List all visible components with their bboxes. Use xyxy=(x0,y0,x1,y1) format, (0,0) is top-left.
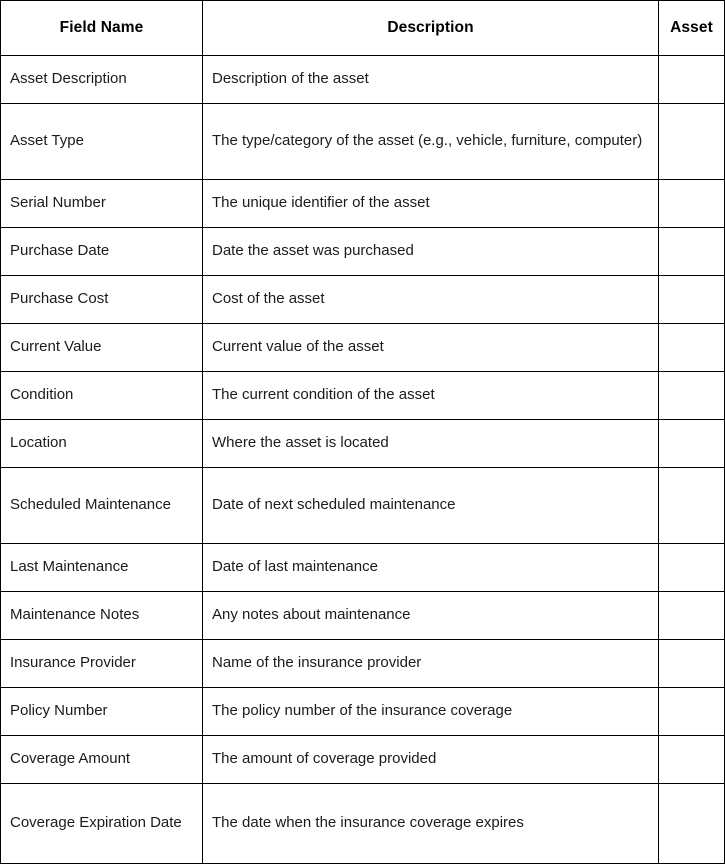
table-row xyxy=(1,104,725,180)
cell-description: Current value of the asset xyxy=(203,324,659,372)
table-row xyxy=(1,276,725,324)
column-header-description: Description xyxy=(203,1,659,56)
column-header-asset: Asset xyxy=(659,1,725,56)
cell-description: The amount of coverage provided xyxy=(203,736,659,784)
cell-description: Name of the insurance provider xyxy=(203,640,659,688)
cell-description: Description of the asset xyxy=(203,56,659,104)
cell-asset xyxy=(659,180,725,228)
cell-asset xyxy=(659,736,725,784)
table-row xyxy=(1,56,725,104)
table-row xyxy=(1,544,725,592)
cell-description: Any notes about maintenance xyxy=(203,592,659,640)
cell-field-name: Coverage Amount xyxy=(1,736,203,784)
cell-description: Cost of the asset xyxy=(203,276,659,324)
cell-asset xyxy=(659,228,725,276)
cell-asset xyxy=(659,592,725,640)
table-body xyxy=(1,56,725,864)
cell-field-name: Asset Type xyxy=(1,104,203,180)
cell-asset xyxy=(659,468,725,544)
cell-field-name: Purchase Cost xyxy=(1,276,203,324)
table-row xyxy=(1,468,725,544)
table-row xyxy=(1,640,725,688)
cell-asset xyxy=(659,56,725,104)
cell-field-name: Scheduled Maintenance xyxy=(1,468,203,544)
cell-field-name: Condition xyxy=(1,372,203,420)
cell-field-name: Purchase Date xyxy=(1,228,203,276)
cell-description: Where the asset is located xyxy=(203,420,659,468)
cell-field-name: Policy Number xyxy=(1,688,203,736)
cell-asset xyxy=(659,276,725,324)
column-header-field-name: Field Name xyxy=(1,1,203,56)
cell-asset xyxy=(659,544,725,592)
table-row xyxy=(1,324,725,372)
cell-description: Date of last maintenance xyxy=(203,544,659,592)
cell-field-name: Asset Description xyxy=(1,56,203,104)
table-row xyxy=(1,228,725,276)
table-row xyxy=(1,736,725,784)
cell-field-name: Location xyxy=(1,420,203,468)
cell-description: The current condition of the asset xyxy=(203,372,659,420)
cell-asset xyxy=(659,104,725,180)
cell-description: The type/category of the asset (e.g., vehicle, furniture, computer) xyxy=(203,104,659,180)
cell-asset xyxy=(659,324,725,372)
table-header xyxy=(1,1,725,56)
table-row xyxy=(1,180,725,228)
cell-field-name: Coverage Expiration Date xyxy=(1,784,203,864)
cell-asset xyxy=(659,688,725,736)
cell-asset xyxy=(659,420,725,468)
cell-asset xyxy=(659,640,725,688)
cell-field-name: Maintenance Notes xyxy=(1,592,203,640)
cell-field-name: Insurance Provider xyxy=(1,640,203,688)
table-row xyxy=(1,420,725,468)
cell-field-name: Serial Number xyxy=(1,180,203,228)
cell-field-name: Current Value xyxy=(1,324,203,372)
table-row xyxy=(1,592,725,640)
cell-description: Date of next scheduled maintenance xyxy=(203,468,659,544)
cell-field-name: Last Maintenance xyxy=(1,544,203,592)
cell-asset xyxy=(659,372,725,420)
table-header-row xyxy=(1,1,725,56)
cell-description: The date when the insurance coverage expires xyxy=(203,784,659,864)
table-row xyxy=(1,688,725,736)
cell-description: The policy number of the insurance coverage xyxy=(203,688,659,736)
cell-description: The unique identifier of the asset xyxy=(203,180,659,228)
cell-description: Date the asset was purchased xyxy=(203,228,659,276)
table-row xyxy=(1,372,725,420)
